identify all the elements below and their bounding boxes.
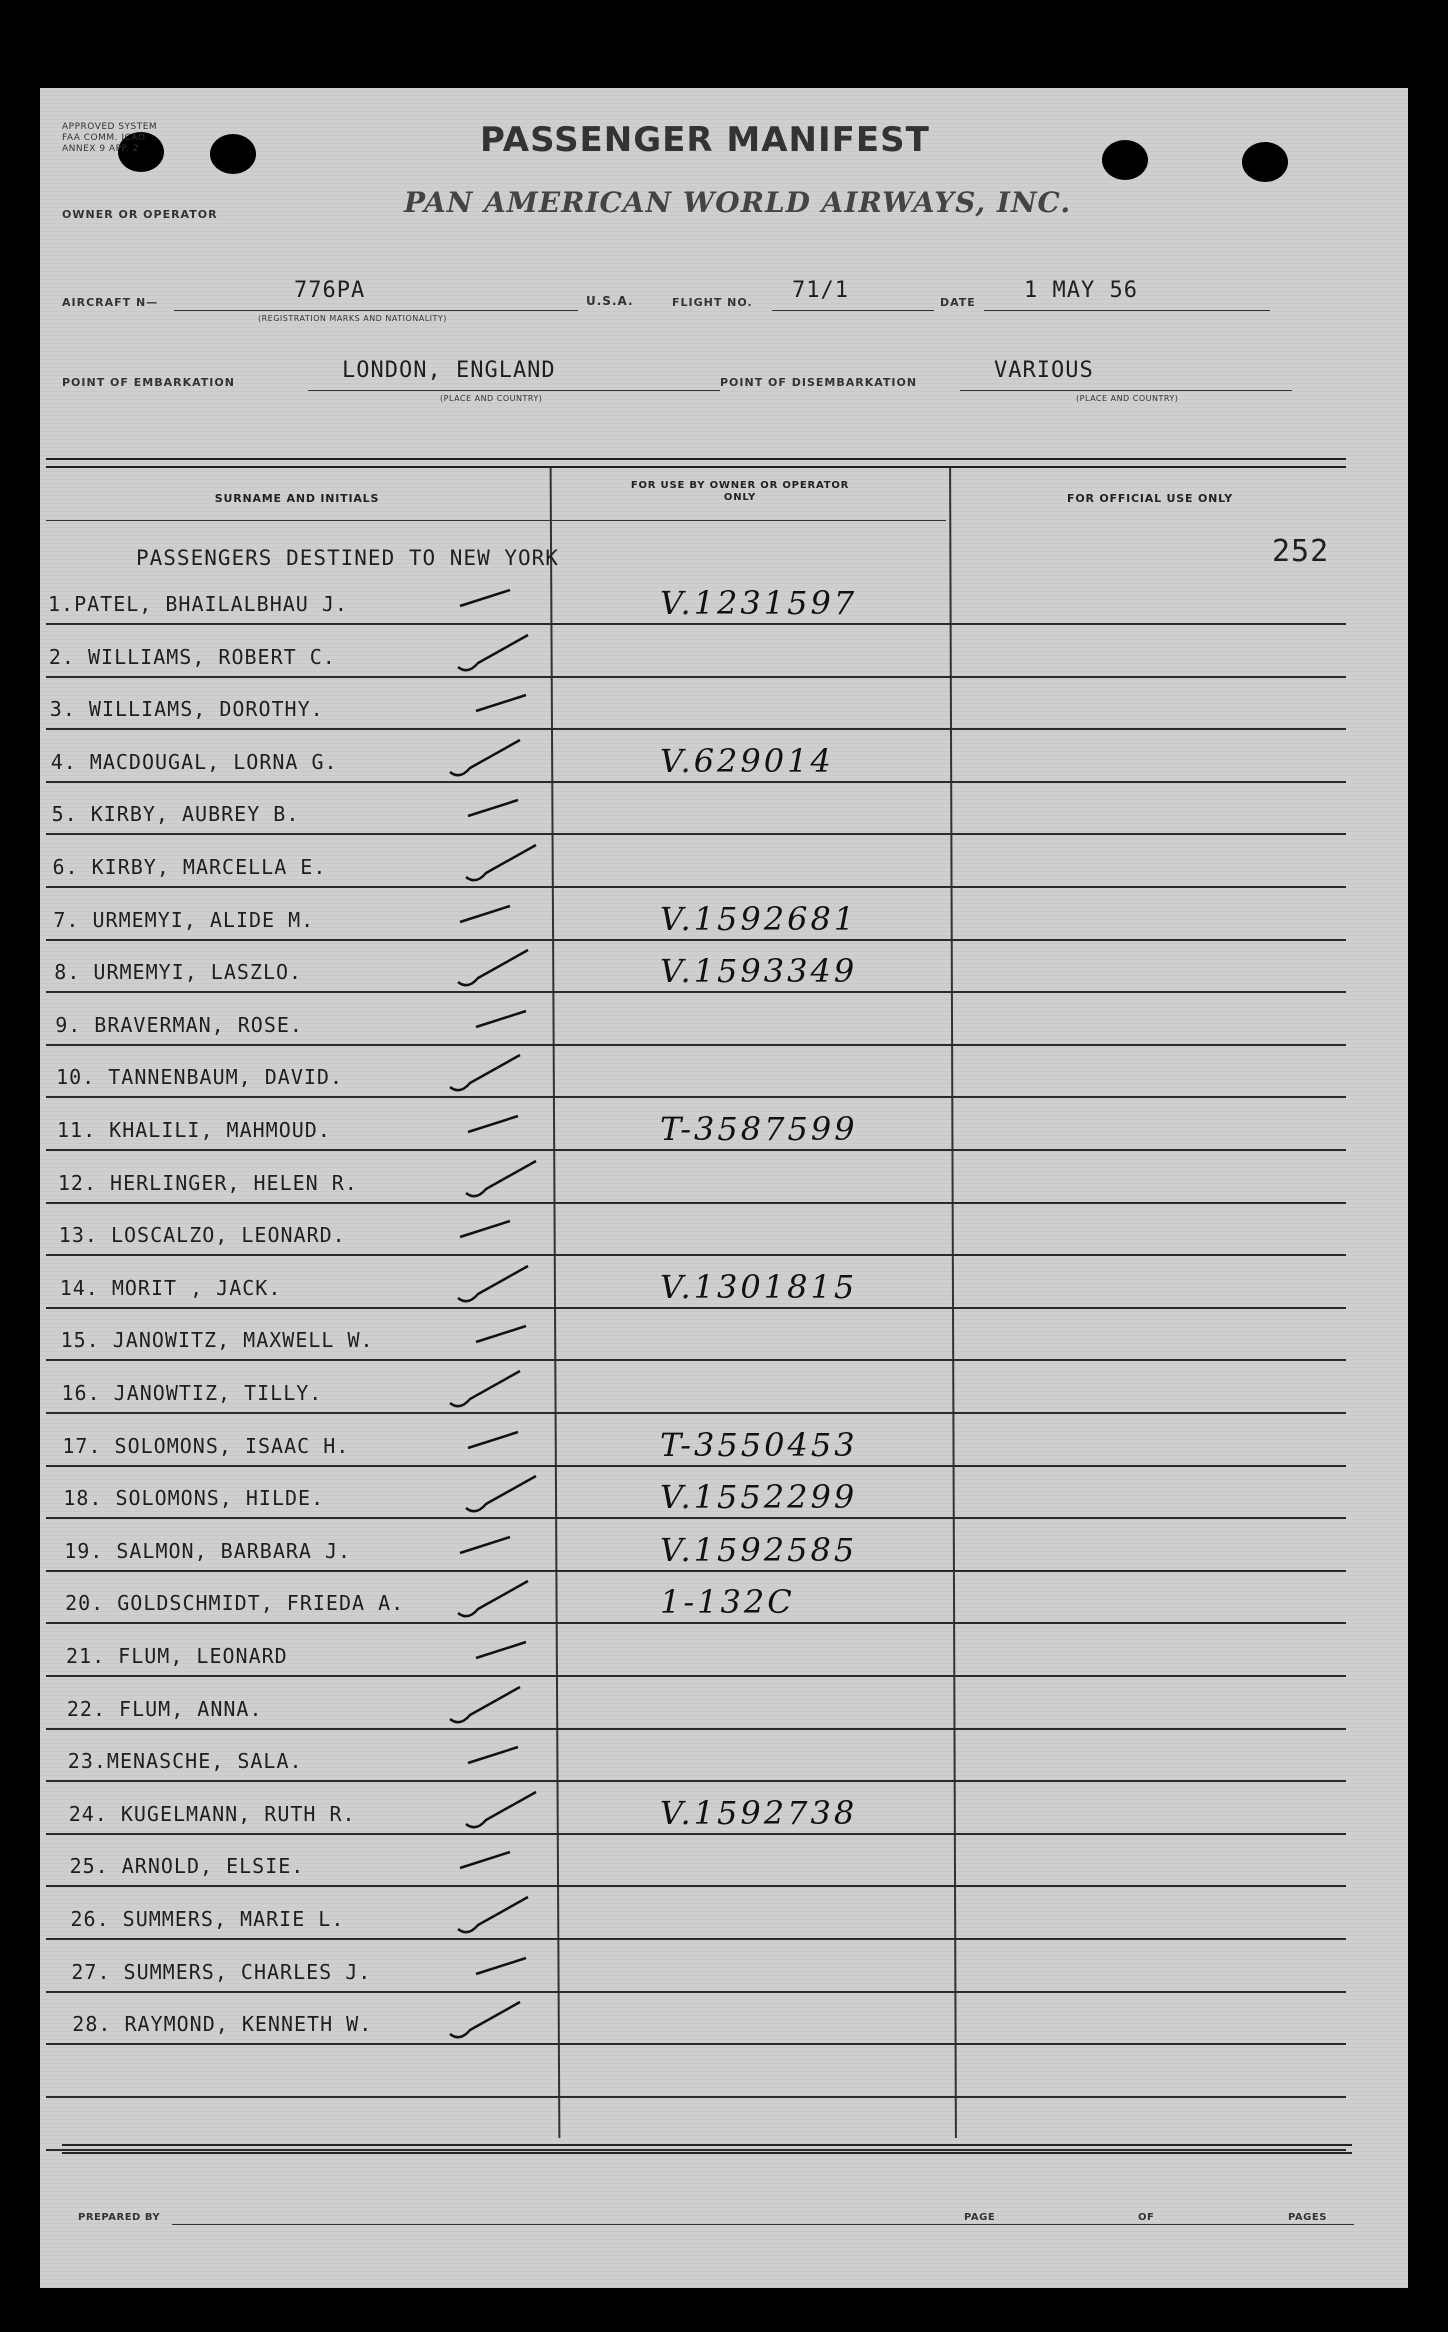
operator-name: PAN AMERICAN WORLD AIRWAYS, INC.	[404, 186, 1072, 219]
table-row	[40, 940, 1408, 992]
disembarkation-place-caption: (PLACE AND COUNTRY)	[1076, 394, 1179, 403]
aircraft-value: 776PA	[294, 278, 366, 303]
table-row	[40, 782, 1408, 834]
header-divider	[46, 520, 946, 521]
table-row	[40, 1624, 1408, 1676]
owner-label: OWNER OR OPERATOR	[62, 208, 218, 221]
date-label: DATE	[940, 296, 976, 309]
passenger-name: 23.MENASCHE, SALA.	[67, 1749, 303, 1774]
check-mark-icon	[448, 786, 558, 836]
passenger-name: 4. MACDOUGAL, LORNA G.	[50, 749, 338, 774]
table-row	[40, 1519, 1408, 1571]
table-row	[40, 572, 1408, 624]
col-header-operator: FOR USE BY OWNER OR OPERATOR ONLY	[630, 480, 850, 503]
check-mark-icon	[448, 629, 558, 679]
section-label: PASSENGERS DESTINED TO NEW YORK	[136, 546, 559, 570]
disembarkation-value: VARIOUS	[994, 358, 1094, 383]
passenger-name: 6. KIRBY, MARCELLA E.	[52, 855, 327, 879]
document-title: PASSENGER MANIFEST	[480, 120, 930, 160]
blank-row-rule	[46, 2149, 1346, 2151]
passenger-name: 10. TANNENBAUM, DAVID.	[56, 1065, 343, 1090]
prepared-by-label: PREPARED BY	[78, 2212, 161, 2223]
aircraft-label: AIRCRAFT N—	[62, 296, 159, 309]
table-row	[40, 1151, 1408, 1203]
check-mark-icon	[456, 1786, 566, 1836]
passenger-name: 7. URMEMYI, ALIDE M.	[53, 907, 315, 932]
document-number: V.629014	[660, 741, 834, 780]
table-row	[40, 993, 1408, 1045]
check-mark-icon	[440, 1207, 550, 1257]
check-mark-icon	[448, 1891, 558, 1941]
passenger-name: 17. SOLOMONS, ISAAC H.	[62, 1433, 350, 1458]
table-row	[40, 1992, 1408, 2044]
table-row	[40, 1466, 1408, 1518]
document-number: 1-132C	[660, 1583, 795, 1622]
passenger-name: 25. ARNOLD, ELSIE.	[69, 1854, 305, 1879]
embarkation-value: LONDON, ENGLAND	[342, 358, 556, 383]
top-rule	[46, 458, 1346, 460]
check-mark-icon	[456, 1944, 566, 1994]
date-field-line	[984, 310, 1270, 311]
flight-number: 71/1	[792, 278, 849, 303]
punch-hole	[1102, 140, 1148, 180]
manifest-sheet	[40, 88, 1408, 2288]
check-mark-icon	[456, 997, 566, 1047]
flight-field-line	[772, 310, 934, 311]
check-mark-icon	[440, 1049, 550, 1099]
check-mark-icon	[440, 892, 550, 942]
punch-hole	[1242, 142, 1288, 182]
passenger-name: 21. FLUM, LEONARD	[66, 1644, 288, 1668]
check-mark-icon	[448, 1733, 558, 1783]
bottom-rule	[62, 2144, 1352, 2146]
passenger-name: 8. URMEMYI, LASZLO.	[54, 960, 303, 985]
table-row	[40, 1729, 1408, 1781]
passenger-name: 3. WILLIAMS, DOROTHY.	[49, 697, 324, 722]
page-label: PAGE	[964, 2212, 996, 2223]
aircraft-field-line	[174, 310, 578, 311]
document-number: V.1592585	[660, 1530, 858, 1569]
table-row	[40, 1677, 1408, 1729]
check-mark-icon	[440, 734, 550, 784]
document-number: V.1301815	[660, 1267, 858, 1306]
of-label: OF	[1138, 2212, 1155, 2223]
passenger-name: 22. FLUM, ANNA.	[66, 1696, 263, 1721]
document-number: V.1231597	[660, 584, 858, 622]
check-mark-icon	[448, 1102, 558, 1152]
table-row	[40, 835, 1408, 887]
row-rule	[46, 2043, 1346, 2045]
passenger-name: 11. KHALILI, MAHMOUD.	[57, 1118, 331, 1142]
passenger-name: 1.PATEL, BHAILALBHAU J.	[48, 592, 348, 616]
document-number: T-3550453	[660, 1425, 858, 1464]
disembarkation-field-line	[960, 390, 1292, 391]
table-row	[40, 1203, 1408, 1255]
passenger-name: 12. HERLINGER, HELEN R.	[57, 1170, 358, 1195]
table-row	[40, 1256, 1408, 1308]
flight-label: FLIGHT NO.	[672, 296, 753, 309]
document-number: T-3587599	[660, 1110, 858, 1148]
check-mark-icon	[456, 839, 566, 889]
table-row	[40, 888, 1408, 940]
table-row	[40, 730, 1408, 782]
registration-caption: (REGISTRATION MARKS AND NATIONALITY)	[258, 314, 447, 323]
table-row	[40, 677, 1408, 729]
passenger-name: 26. SUMMERS, MARIE L.	[70, 1907, 345, 1931]
check-mark-icon	[440, 1838, 550, 1888]
table-row	[40, 1571, 1408, 1623]
pages-label: PAGES	[1288, 2212, 1327, 2223]
passenger-name: 18. SOLOMONS, HILDE.	[63, 1486, 325, 1511]
document-number: V.1592738	[660, 1793, 858, 1832]
table-row	[40, 1414, 1408, 1466]
table-row	[40, 1045, 1408, 1097]
passenger-name: 13. LOSCALZO, LEONARD.	[58, 1223, 346, 1248]
check-mark-icon	[456, 1312, 566, 1362]
table-row	[40, 625, 1408, 677]
passenger-name: 14. MORIT , JACK.	[59, 1275, 282, 1300]
passenger-name: 24. KUGELMANN, RUTH R.	[68, 1801, 356, 1826]
passenger-name: 9. BRAVERMAN, ROSE.	[55, 1012, 303, 1037]
table-row	[40, 1361, 1408, 1413]
footer-line	[172, 2224, 1354, 2225]
document-number: V.1592681	[660, 899, 858, 938]
check-mark-icon	[440, 1996, 550, 2046]
date-value: 1 MAY 56	[1024, 278, 1138, 303]
check-mark-icon	[448, 1418, 558, 1468]
table-row	[40, 1782, 1408, 1834]
table-row	[40, 1308, 1408, 1360]
embarkation-place-caption: (PLACE AND COUNTRY)	[440, 394, 543, 403]
punch-hole	[210, 134, 256, 174]
check-mark-icon	[456, 1155, 566, 1205]
check-mark-icon	[456, 681, 566, 731]
document-number: V.1552299	[660, 1478, 858, 1517]
check-mark-icon	[440, 1365, 550, 1415]
table-row	[40, 1940, 1408, 1992]
check-mark-icon	[456, 1628, 566, 1678]
document-number: V.1593349	[660, 952, 858, 991]
passenger-name: 15. JANOWITZ, MAXWELL W.	[60, 1328, 374, 1353]
check-mark-icon	[448, 944, 558, 994]
check-mark-icon	[448, 1260, 558, 1310]
passenger-name: 28. RAYMOND, KENNETH W.	[72, 2012, 373, 2037]
table-row	[40, 1834, 1408, 1886]
check-mark-icon	[440, 576, 550, 626]
col-header-name: SURNAME AND INITIALS	[214, 492, 380, 505]
check-mark-icon	[440, 1681, 550, 1731]
official-count: 252	[1272, 534, 1330, 569]
passenger-name: 19. SALMON, BARBARA J.	[64, 1538, 352, 1563]
embarkation-field-line	[308, 390, 720, 391]
passenger-name: 16. JANOWTIZ, TILLY.	[61, 1381, 323, 1405]
passenger-name: 5. KIRBY, AUBREY B.	[51, 802, 300, 827]
usa-label: U.S.A.	[586, 294, 634, 308]
check-mark-icon	[448, 1575, 558, 1625]
passenger-name: 2. WILLIAMS, ROBERT C.	[48, 644, 336, 669]
passenger-name: 20. GOLDSCHMIDT, FRIEDA A.	[65, 1591, 405, 1616]
table-row	[40, 1098, 1408, 1150]
approval-note: APPROVED SYSTEM FAA COMM. ICAO ANNEX 9 APP. 2	[62, 122, 158, 154]
check-mark-icon	[456, 1470, 566, 1520]
col-header-official: FOR OFFICIAL USE ONLY	[1067, 492, 1233, 505]
table-row	[40, 1887, 1408, 1939]
bottom-rule-2	[62, 2152, 1352, 2154]
top-rule-2	[46, 466, 1346, 468]
disembarkation-label: POINT OF DISEMBARKATION	[720, 376, 918, 389]
passenger-name: 27. SUMMERS, CHARLES J.	[71, 1959, 372, 1984]
check-mark-icon	[440, 1523, 550, 1573]
blank-row-rule	[46, 2096, 1346, 2098]
embarkation-label: POINT OF EMBARKATION	[62, 376, 235, 389]
